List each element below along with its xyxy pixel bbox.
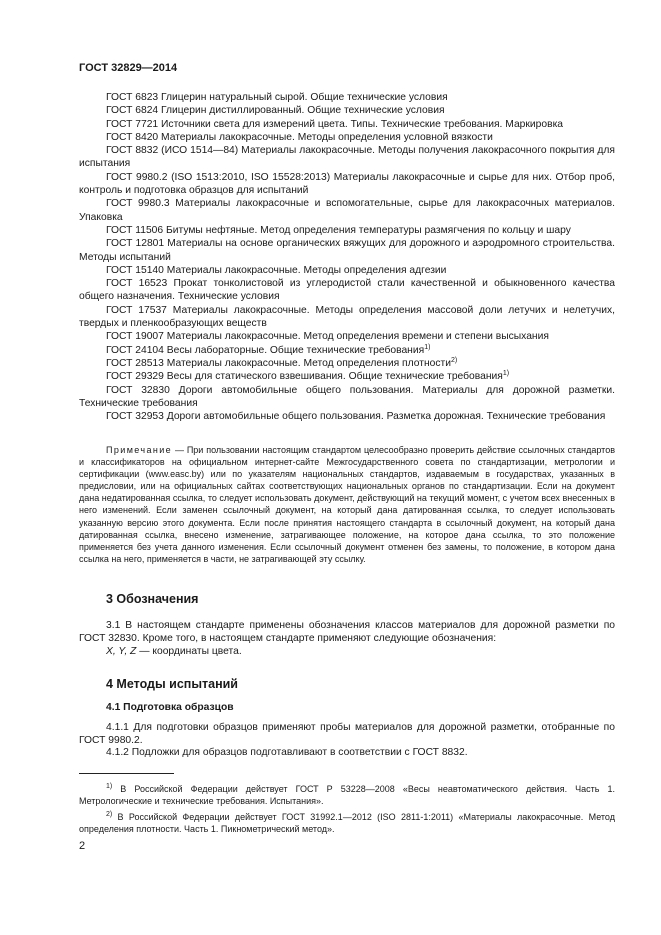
note-text: — При пользовании настоящим стандартом целесообразно проверить действие ссылочных стандартов и классификаторов на официальном интернет-сайте Межгосударственного совета по стандартизации, метрологии и сертификации (www.easc.by) или по указателям национальных стандартов, издаваемым в государствах, указанных в предисловии, или на официальных сайтах соответствующих национальных органов по стандартизации. Если на документ дана недатированная ссылка, то следует использовать документ, действующий на текущий момент, с учетом всех внесенных в него изменений. Если заменен ссылочный документ, на который дана датированная ссылка, то следует использовать указанную версию этого документа. Если после принятия настоящего стандарта в ссылочный документ, на который дана датированная ссылка, внесено изменение, затрагивающее положение, на которое дана ссылка, то это положение применяется без учета данного изменения. Если ссылочный документ отменен без замены, то положение, в котором дана ссылка на него, применяется в части, не затрагивающей эту ссылку. [79, 445, 615, 564]
paragraph-4-1-2: 4.1.2 Подложки для образцов подготавливают в соответствии с ГОСТ 8832. [106, 747, 468, 758]
reference-item: ГОСТ 16523 Прокат тонколистовой из углеродистой стали качественной и обыкновенного качества общего назначения. Технические условия [79, 278, 615, 303]
reference-item: ГОСТ 6823 Глицерин натуральный сырой. Общие технические условия [106, 92, 448, 103]
paragraph-4-1-1: 4.1.1 Для подготовки образцов применяют пробы материалов для дорожной разметки, отобранные по ГОСТ 9980.2. [79, 722, 615, 747]
reference-item: ГОСТ 9980.2 (ISO 1513:2010, ISO 15528:2013) Материалы лакокрасочные и сырье для них. Отбор проб, контроль и подготовка образцов для испытаний [79, 171, 615, 197]
reference-item: ГОСТ 8832 (ИСО 1514—84) Материалы лакокрасочные. Методы получения лакокрасочного покрытия для испытания [79, 145, 615, 170]
reference-item: ГОСТ 29329 Весы для статического взвешивания. Общие технические требования$^{1)}$ [106, 370, 510, 383]
page-number: 2 [79, 840, 86, 852]
symbols-meaning: — координаты цвета. [136, 646, 242, 657]
footnote: $^{1)}$ В Российской Федерации действует ГОСТ Р 53228—2008 «Весы неавтоматического действия. Часть 1. Метрологические и технические требования. Испытания». [79, 783, 615, 807]
note-label: Примечание [106, 445, 173, 455]
subsection-4-1-title: 4.1 Подготовка образцов [106, 702, 234, 713]
reference-item: ГОСТ 9980.3 Материалы лакокрасочные и вспомогательные, сырье для лакокрасочных материалов. Упаковка [79, 198, 615, 223]
page-header: ГОСТ 32829—2014 [79, 62, 178, 74]
reference-item: ГОСТ 15140 Материалы лакокрасочные. Методы определения адгезии [106, 264, 447, 276]
reference-item: ГОСТ 17537 Материалы лакокрасочные. Методы определения массовой доли летучих и нелетучих, твердых и пленкообразующих веществ [79, 304, 615, 330]
reference-item: ГОСТ 19007 Материалы лакокрасочные. Метод определения времени и степени высыхания [106, 331, 549, 343]
reference-item: ГОСТ 32953 Дороги автомобильные общего пользования. Разметка дорожная. Технические требования [106, 411, 606, 423]
reference-item: ГОСТ 24104 Весы лабораторные. Общие технические требования$^{1)}$ [106, 343, 431, 356]
reference-item: ГОСТ 6824 Глицерин дистиллированный. Общие технические условия [106, 105, 445, 117]
note-paragraph [79, 444, 615, 565]
footnote-divider [79, 773, 174, 774]
reference-item: ГОСТ 28513 Материалы лакокрасочные. Метод определения плотности$^{2)}$ [106, 356, 458, 369]
footnote: $^{2)}$ В Российской Федерации действует ГОСТ 31992.1—2012 (ISO 2811-1:2011) «Материалы лакокрасочные. Метод определения плотности. Часть 1. Пикнометрический метод». [79, 811, 615, 835]
footnotes [79, 783, 615, 839]
reference-item: ГОСТ 11506 Битумы нефтяные. Метод определения температуры размягчения по кольцу и шару [106, 224, 571, 236]
reference-item: ГОСТ 12801 Материалы на основе органических вяжущих для дорожного и аэродромного строительства. Методы испытаний [79, 238, 615, 263]
reference-item: ГОСТ 32830 Дороги автомобильные общего пользования. Материалы для дорожной разметки. Технические требования [79, 384, 615, 409]
symbols-definition [79, 645, 615, 658]
reference-item: ГОСТ 7721 Источники света для измерений цвета. Типы. Технические требования. Маркировка [106, 118, 564, 130]
references-list [79, 91, 615, 423]
section-4-title: 4 Методы испытаний [106, 677, 238, 691]
symbols: X, Y, Z [106, 646, 137, 657]
reference-item: ГОСТ 8420 Материалы лакокрасочные. Методы определения условной вязкости [106, 131, 493, 143]
section-3-paragraph: 3.1 В настоящем стандарте применены обозначения классов материалов для дорожной разметки по ГОСТ 32830. Кроме того, в настоящем стандарте применяют следующие обозначения: [79, 620, 615, 645]
section-3-title: 3 Обозначения [106, 592, 199, 606]
